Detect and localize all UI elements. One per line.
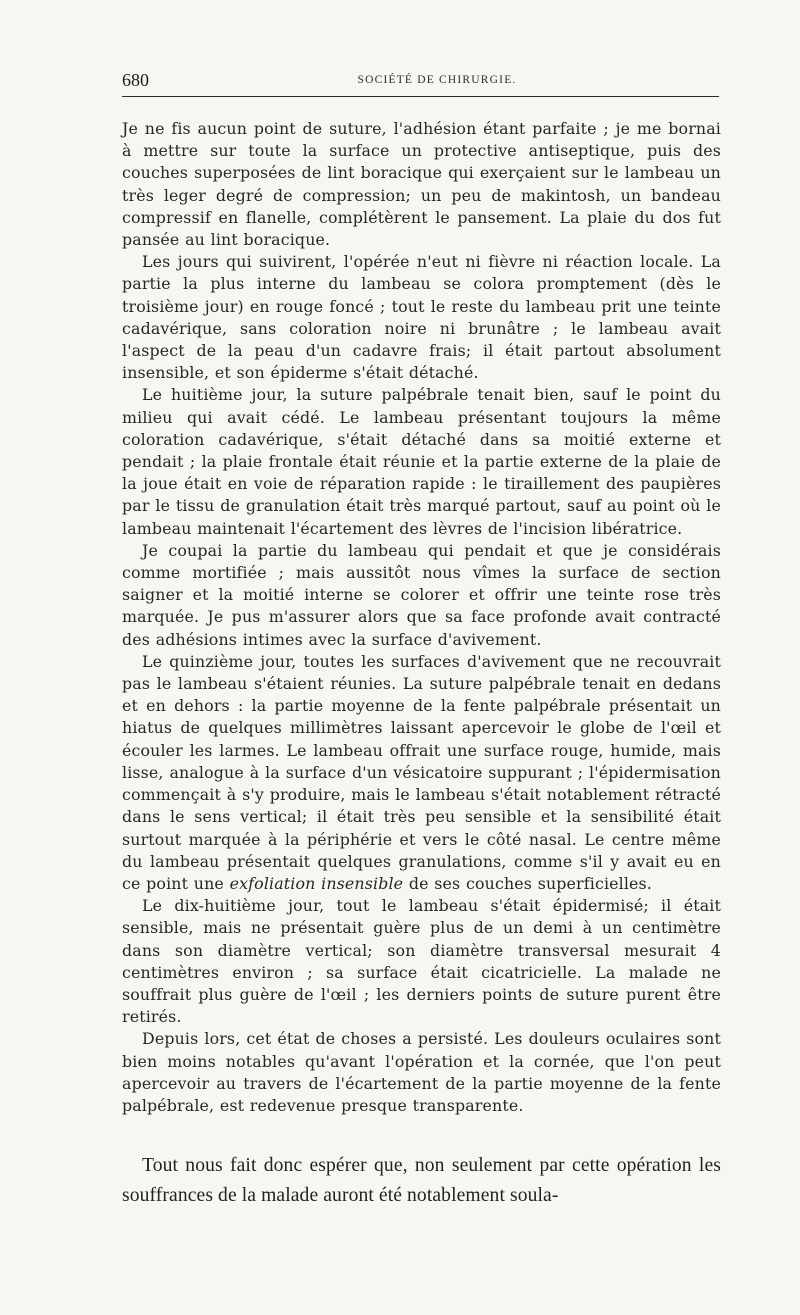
paragraph: Depuis lors, cet état de choses a persisté. Les douleurs oculaires sont bien moins notables qu'avant l'opération et la cornée, que l'on peut apercevoir au travers de l'écartement de la partie moyenne de la fente palpébrale, est redevenue presque transparente. [122,1029,721,1115]
paragraph-text: de ses couches superficielles. [403,873,652,893]
paragraph: Je ne fis aucun point de suture, l'adhésion étant parfaite ; je me bornai à mettre sur toute la surface un protective antiseptique, puis des couches superposées de lint boracique qui exerçaient sur le lambeau un très leger degré de compression; un peu de makintosh, un bandeau compressif en flanelle, complétèrent le pansement. La plaie du dos fut pansée au lint boracique. [122,119,721,250]
paragraph: Le dix-huitième jour, tout le lambeau s'était épidermisé; il était sensible, mais ne présentait guère plus de un demi à un centimètre dans son diamètre vertical; son diamètre transversal mesurait 4 centimètres environ ; sa surface était cicatricielle. La malade ne souffrait plus guère de l'œil ; les derniers points de suture purent être retirés. [122,896,721,1027]
closing-paragraph: Tout nous fait donc espérer que, non seulement par cette opération les souffrances de la malade auront été notablement soula- [122,1155,721,1206]
paragraph: Le huitième jour, la suture palpébrale tenait bien, sauf le point du milieu qui avait cédé. Le lambeau présentant toujours la même coloration cadavérique, s'était détaché dans sa moitié externe et pendait ; la plaie frontale était réunie et la partie externe de la plaie de la joue était en voie de réparation rapide : le tiraillement des paupières par le tissu de granulation était très marqué partout, sauf au point où le lambeau maintenait l'écartement des lèvres de l'incision libératrice. [122,385,721,538]
paragraph: Je coupai la partie du lambeau qui pendait et que je considérais comme mortifiée ; mais aussitôt nous vîmes la surface de section saigner et la moitié interne se colorer et offrir une teinte rose très marquée. Je pus m'assurer alors que sa face profonde avait contracté des adhésions intimes avec la surface d'avivement. [122,540,721,649]
running-head: SOCIÉTÉ DE CHIRURGIE. [357,74,517,86]
paragraph [122,651,721,895]
paragraph-text: Le quinzième jour, toutes les surfaces d'avivement que ne recouvrait pas le lambeau s'étaient réunies. La suture palpébrale tenait en dedans et en dehors : la partie moyenne de la fente palpébrale présentait un hiatus de quelques millimètres laissant apercevoir le globe de l'œil et écouler les larmes. Le lambeau offrait une surface rouge, humide, mais lisse, analogue à la surface d'un vésicatoire suppurant ; l'épidermisation commençait à s'y produire, mais le lambeau s'était notablement rétracté dans le sens vertical; il était très peu sensible et la sensibilité était surtout marquée à la périphérie et vers le côté nasal. Le centre même du lambeau présentait quelques granulations, comme s'il y avait eu en ce point une [122,651,721,893]
page-header [122,64,719,97]
body-text [122,118,721,1117]
closing-text [122,1151,721,1211]
paragraph: Les jours qui suivirent, l'opérée n'eut ni fièvre ni réaction locale. La partie la plus interne du lambeau se colora promptement (dès le troisième jour) en rouge foncé ; tout le reste du lambeau prit une teinte cadavérique, sans coloration noire ni brunâtre ; le lambeau avait l'aspect de la peau d'un cadavre frais; il était partout absolument insensible, et son épiderme s'était détaché. [122,252,721,383]
italic-term: exfoliation insensible [229,873,404,893]
page-number: 680 [122,70,149,90]
